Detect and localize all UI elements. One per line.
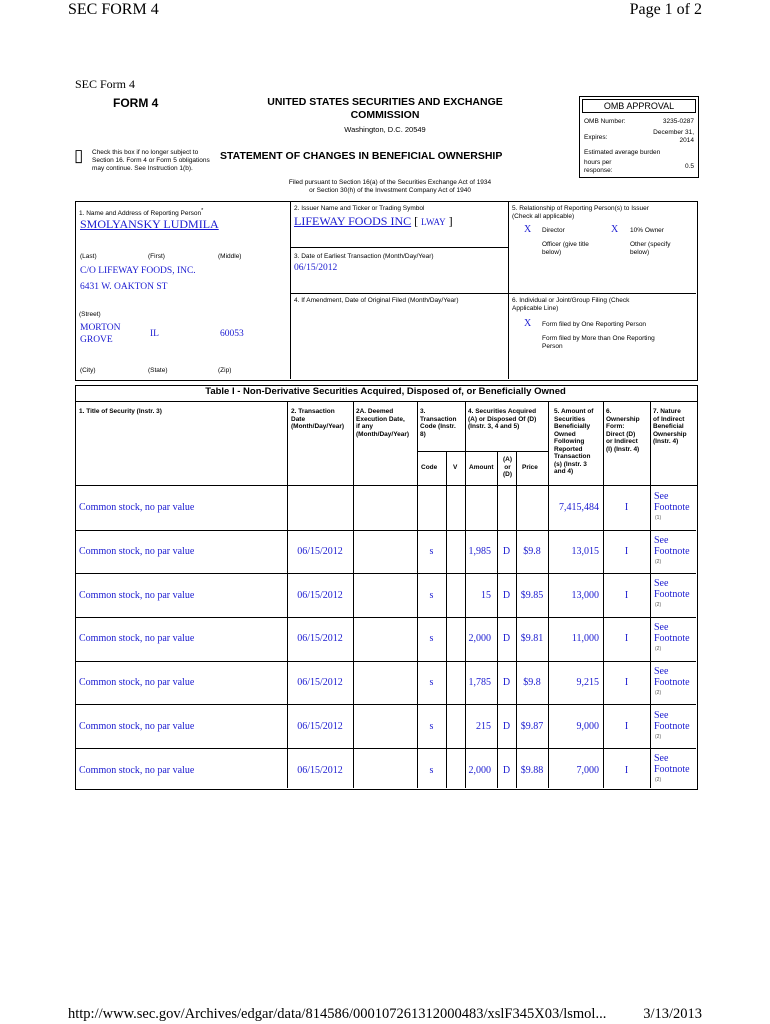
see-footnote-link[interactable] — [654, 578, 690, 600]
cell-ownership-form: I — [624, 546, 629, 558]
see-footnote-line1: See — [654, 491, 669, 502]
omb-title: OMB APPROVAL — [582, 99, 696, 113]
more-persons-label-2: Person — [542, 343, 563, 350]
zip-label: (Zip) — [218, 367, 232, 374]
cell-amount: 2,000 — [468, 764, 491, 776]
col-owned-header-line: Beneficially — [554, 423, 591, 430]
column-divider — [287, 485, 288, 788]
col-deemed-header-line: if any — [356, 423, 373, 430]
column-divider — [446, 485, 447, 788]
cell-security-title: Common stock, no par value — [79, 502, 195, 514]
box5-label-1: 5. Relationship of Reporting Person(s) to Issuer — [512, 205, 649, 212]
ticker-bracket-close: ] — [448, 214, 453, 228]
state-value: IL — [150, 329, 159, 339]
col-owned-header-line: 5. Amount of — [554, 408, 594, 415]
see-footnote-line1: See — [654, 665, 669, 677]
statement-title: STATEMENT OF CHANGES IN BENEFICIAL OWNERSHIP — [220, 150, 503, 162]
see-footnote-link[interactable] — [654, 535, 690, 557]
col-form-header-line: (I) (Instr. 4) — [606, 445, 640, 453]
address-line1: C/O LIFEWAY FOODS, INC. — [80, 266, 196, 276]
sub-price-header: Price — [522, 464, 538, 471]
footer-date: 3/13/2013 — [643, 1006, 702, 1022]
page-number: Page 1 of 2 — [629, 1, 702, 18]
director-mark: X — [524, 224, 532, 235]
cell-acquired-disposed: D — [502, 546, 511, 558]
cell-acquired-disposed: D — [502, 589, 511, 601]
box5-label-2: (Check all applicable) — [512, 213, 575, 220]
box5-label — [512, 205, 649, 221]
form-title: FORM 4 — [113, 96, 159, 110]
ticker-bracket-open: [ — [414, 214, 419, 228]
col-owned-header-line: Following — [554, 438, 585, 445]
box3-label: 3. Date of Earliest Transaction (Month/Day/Year) — [294, 253, 434, 260]
cell-price: $9.81 — [520, 633, 544, 645]
box1-label-text: 1. Name and Address of Reporting Person — [79, 210, 202, 218]
col-date-header-line: 2. Transaction — [291, 408, 335, 415]
col-title-header: 1. Title of Security (Instr. 3) — [79, 408, 162, 415]
table-title: Table I - Non-Derivative Securities Acquired, Disposed of, or Beneficially Owned — [205, 386, 566, 397]
cell-security-title: Common stock, no par value — [79, 764, 195, 776]
cell-security-title: Common stock, no par value — [79, 677, 195, 689]
footnote-ref: (2) — [655, 646, 662, 653]
cell-amount-owned: 9,215 — [576, 677, 599, 689]
cell-transaction-date — [287, 486, 353, 530]
see-footnote-link[interactable] — [654, 753, 690, 775]
col-code-header-line: Code (Instr. — [420, 423, 456, 430]
cell-amount: 15 — [481, 589, 491, 601]
cell-acquired-disposed — [497, 486, 516, 530]
last-label: (Last) — [80, 253, 97, 260]
omb-hours-value: 0.5 — [684, 163, 694, 170]
box4-label: 4. If Amendment, Date of Original Filed (Month/Day/Year) — [294, 297, 459, 304]
one-person-label: Form filed by One Reporting Person — [542, 321, 647, 328]
cell-acquired-disposed: D — [502, 720, 511, 732]
see-footnote-line2: Footnote — [654, 720, 690, 732]
col-nature-header-line: 7. Nature — [653, 408, 681, 415]
col-form-header-line: 6. — [606, 408, 612, 415]
sub-aod-header — [501, 456, 514, 479]
zip-value: 60053 — [220, 329, 244, 339]
col-form-header-line: or Indirect — [606, 438, 638, 445]
cell-transaction-date: 06/15/2012 — [297, 633, 343, 645]
box6-label — [512, 297, 629, 313]
column-divider — [548, 485, 549, 788]
cell-amount: 1,985 — [468, 546, 491, 558]
cell-amount-owned: 7,000 — [576, 764, 599, 776]
see-footnote-link[interactable] — [654, 666, 690, 688]
filed-pursuant-line2: or Section 30(h) of the Investment Company Act of 1940 — [309, 187, 471, 194]
cell-acquired-disposed: D — [502, 764, 511, 776]
col-securities-header-line: (Instr. 3, 4 and 5) — [468, 423, 520, 430]
footnote-ref: (2) — [655, 689, 662, 696]
box2-label: 2. Issuer Name and Ticker or Trading Symbol — [294, 205, 425, 212]
omb-burden-label: Estimated average burden — [584, 149, 661, 156]
cell-transaction-code: s — [429, 764, 434, 776]
city-value-2: GROVE — [80, 335, 113, 345]
officer-label — [542, 241, 589, 257]
cell-transaction-code: s — [429, 633, 434, 645]
column-divider — [497, 485, 498, 788]
col-nature-header-line: of Indirect — [653, 415, 685, 423]
col-securities-header — [468, 408, 536, 431]
column-divider — [353, 485, 354, 788]
col-nature-header-line: Ownership — [653, 430, 687, 438]
box6-label-1: 6. Individual or Joint/Group Filing (Check — [512, 297, 630, 304]
cell-transaction-date: 06/15/2012 — [297, 546, 343, 558]
col-form-header-line: Direct (D) — [606, 430, 636, 438]
director-label: Director — [542, 227, 565, 234]
cell-amount: 1,785 — [468, 677, 491, 689]
agency-line1: UNITED STATES SECURITIES AND EXCHANGE — [267, 96, 503, 108]
owner-label: 10% Owner — [630, 227, 664, 234]
col-date-header-line: Date — [291, 415, 306, 423]
omb-expires-label: Expires: — [584, 134, 608, 141]
see-footnote-line1: See — [654, 753, 669, 765]
see-footnote-link[interactable] — [654, 491, 690, 513]
col-code-header-line: Transaction — [420, 415, 457, 423]
see-footnote-link[interactable] — [654, 710, 690, 732]
filed-pursuant — [230, 179, 550, 195]
col-owned-header-line: Reported — [554, 445, 583, 453]
omb-hours-label-2: response: — [584, 167, 613, 174]
issuer-name[interactable]: LIFEWAY FOODS INC — [294, 214, 412, 228]
box6-label-2: Applicable Line) — [512, 305, 559, 312]
column-divider — [465, 485, 466, 788]
omb-expires-value-1: December 31, — [653, 129, 694, 136]
page-header-title: SEC FORM 4 — [68, 1, 159, 18]
see-footnote-line2: Footnote — [654, 676, 690, 688]
cell-amount — [465, 486, 493, 530]
omb-approval-box — [579, 96, 699, 178]
cell-amount-owned: 13,000 — [571, 589, 599, 601]
col-deemed-header-line: Execution Date, — [356, 415, 405, 423]
street-label: (Street) — [79, 311, 101, 318]
more-persons-label-1: Form filed by More than One Reporting — [542, 335, 655, 342]
col-deemed-header — [356, 408, 409, 438]
column-divider — [417, 485, 418, 788]
earliest-transaction-date: 06/15/2012 — [294, 263, 338, 273]
agency-heading — [220, 96, 550, 122]
see-footnote-line2: Footnote — [654, 545, 690, 557]
see-footnote-line2: Footnote — [654, 764, 690, 776]
checkbox-text: Check this box if no longer subject to Section 16. Form 4 or Form 5 obligations may continue. See Instruction 1(b). — [92, 149, 210, 172]
see-footnote-line1: See — [654, 709, 669, 721]
cell-security-title: Common stock, no par value — [79, 589, 195, 601]
col-form-header-line: Ownership — [606, 415, 640, 423]
cell-ownership-form: I — [624, 633, 629, 645]
footnote-ref: (2) — [655, 733, 662, 740]
middle-label: (Middle) — [218, 253, 242, 260]
cell-price: $9.8 — [523, 677, 541, 689]
col-owned-header-line: Transaction — [554, 453, 591, 460]
col-owned-header-line: and 4) — [554, 468, 574, 475]
cell-acquired-disposed: D — [502, 677, 511, 689]
form-label: SEC Form 4 — [75, 77, 136, 91]
sub-aod-line: or — [504, 463, 511, 471]
other-label-1: Other (specify — [630, 241, 671, 248]
column-divider — [603, 485, 604, 788]
col-nature-header — [653, 408, 687, 446]
sub-aod-line: (A) — [502, 456, 513, 463]
footnote-ref: (2) — [655, 777, 662, 784]
address-line2: 6431 W. OAKTON ST — [80, 282, 168, 292]
cell-amount-owned: 7,415,484 — [559, 502, 599, 514]
sub-aod-line: (D) — [502, 471, 513, 478]
cell-amount-owned: 13,015 — [571, 546, 599, 558]
cell-price: $9.88 — [520, 764, 544, 776]
cell-amount-owned: 11,000 — [571, 633, 599, 645]
officer-label-2: below) — [542, 249, 562, 256]
omb-number-label: OMB Number: — [584, 118, 626, 125]
filed-pursuant-line1: Filed pursuant to Section 16(a) of the Securities Exchange Act of 1934 — [288, 179, 492, 186]
other-label-2: below) — [630, 249, 650, 256]
see-footnote-line2: Footnote — [654, 502, 690, 513]
cell-price: $9.85 — [520, 589, 544, 601]
col-code-header-line: 8) — [420, 430, 426, 438]
omb-expires-value-2: 2014 — [679, 137, 694, 144]
officer-label-1: Officer (give title — [542, 241, 589, 248]
agency-line2: COMMISSION — [350, 109, 420, 121]
see-footnote-line2: Footnote — [654, 589, 690, 601]
cell-amount-owned: 9,000 — [576, 720, 599, 732]
col-owned-header-line: Securities — [554, 415, 586, 423]
col-amount-owned-header — [554, 408, 593, 476]
checkbox-icon[interactable]: ▯ — [74, 146, 84, 165]
cell-transaction-code — [417, 486, 446, 530]
cell-ownership-form: I — [624, 764, 629, 776]
footnote-ref: (2) — [655, 558, 662, 565]
col-owned-header-line: Owned — [554, 430, 576, 438]
col-nature-header-line: (Instr. 4) — [653, 438, 679, 445]
col-deemed-header-line: 2A. Deemed — [356, 408, 394, 415]
cell-acquired-disposed: D — [502, 633, 511, 645]
issuer-field — [294, 214, 453, 229]
owner-mark: X — [611, 224, 619, 235]
col-date-header-line: (Month/Day/Year) — [291, 423, 345, 430]
reporting-person-name[interactable]: SMOLYANSKY LUDMILA — [80, 217, 219, 231]
omb-expires-value — [653, 129, 694, 145]
city-value — [80, 322, 120, 346]
cell-ownership-form: I — [624, 720, 629, 732]
cell-security-title: Common stock, no par value — [79, 720, 195, 732]
cell-price: $9.8 — [523, 546, 541, 558]
col-code-header-line: 3. — [420, 408, 426, 415]
city-label: (City) — [80, 367, 96, 374]
footer-url: http://www.sec.gov/Archives/edgar/data/814586/000107261312000483/xslF345X03/lsmol... — [68, 1006, 607, 1022]
col-securities-header-line: (A) or Disposed Of (D) — [468, 415, 537, 423]
omb-hours-label-1: hours per — [584, 159, 612, 166]
other-label — [630, 241, 670, 257]
cell-amount: 215 — [476, 720, 491, 732]
col-owned-header-line: (s) (Instr. 3 — [554, 460, 587, 468]
cell-amount: 2,000 — [468, 633, 491, 645]
cell-transaction-date: 06/15/2012 — [297, 677, 343, 689]
box1-star: * — [201, 208, 204, 214]
footnote-ref: (1) — [655, 515, 662, 521]
column-divider — [650, 485, 651, 788]
cell-ownership-form: I — [624, 502, 629, 514]
see-footnote-line1: See — [654, 622, 669, 634]
city-value-1: MORTON — [80, 323, 121, 333]
col-nature-header-line: Beneficial — [653, 423, 684, 430]
omb-number-value: 3235-0287 — [662, 118, 694, 125]
cell-ownership-form: I — [624, 677, 629, 689]
col-securities-header-line: 4. Securities Acquired — [468, 408, 537, 415]
agency-city: Washington, D.C. 20549 — [344, 125, 426, 134]
sub-v-header: V — [453, 464, 458, 471]
see-footnote-link[interactable] — [654, 622, 690, 644]
cell-security-title: Common stock, no par value — [79, 633, 195, 645]
column-divider — [516, 485, 517, 788]
sub-amount-header: Amount — [469, 464, 494, 471]
cell-transaction-code: s — [429, 589, 434, 601]
see-footnote-line2: Footnote — [654, 633, 690, 645]
see-footnote-line1: See — [654, 534, 669, 546]
cell-transaction-code: s — [429, 677, 434, 689]
cell-transaction-date: 06/15/2012 — [297, 589, 343, 601]
cell-transaction-date: 06/15/2012 — [297, 764, 343, 776]
omb-hours-label — [584, 159, 613, 175]
col-form-header-line: Form: — [606, 423, 625, 430]
cell-price — [516, 486, 548, 530]
ticker-symbol: LWAY — [421, 217, 446, 227]
more-persons-label — [542, 335, 655, 351]
see-footnote-line1: See — [654, 578, 669, 590]
cell-transaction-code: s — [429, 546, 434, 558]
sub-code-header: Code — [421, 464, 438, 471]
col-ownership-form-header — [606, 408, 640, 453]
footnote-ref: (2) — [655, 602, 662, 609]
state-label: (State) — [148, 367, 168, 374]
cell-security-title: Common stock, no par value — [79, 546, 195, 558]
cell-transaction-date: 06/15/2012 — [297, 720, 343, 732]
cell-ownership-form: I — [624, 589, 629, 601]
col-date-header — [291, 408, 344, 431]
col-deemed-header-line: (Month/Day/Year) — [356, 430, 410, 438]
first-label: (First) — [148, 253, 165, 260]
cell-price: $9.87 — [520, 720, 544, 732]
cell-transaction-code: s — [429, 720, 434, 732]
col-code-header — [420, 408, 456, 438]
one-person-mark: X — [524, 318, 532, 329]
